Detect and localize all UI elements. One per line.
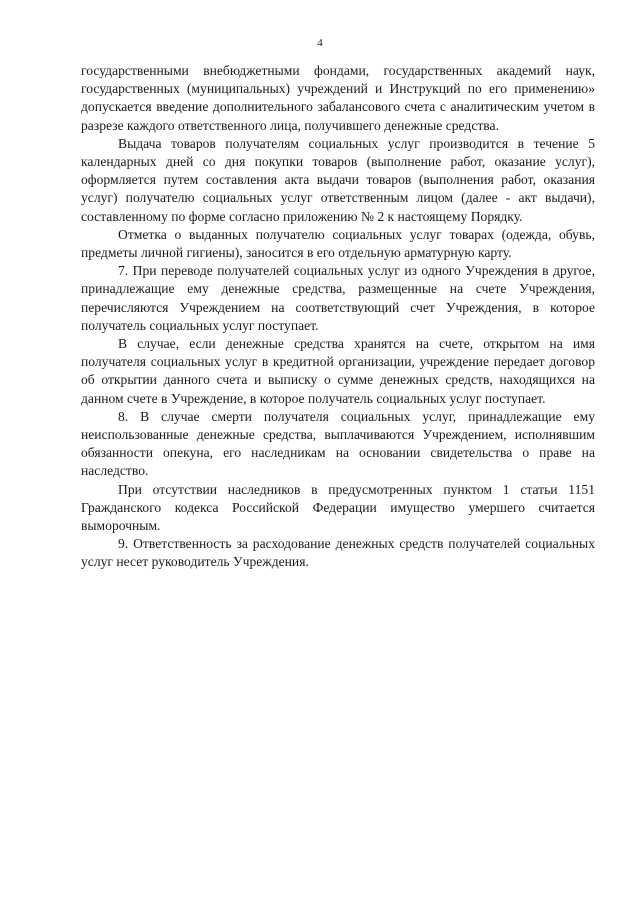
paragraph-item-8-death: 8. В случае смерти получателя социальных услуг, принадлежащие ему неиспользованные денежные средства, выплачиваются Учреждением, исполнявшим обязанности опекуна, его наследникам на основании свидетельства о праве на наследство. [81, 408, 595, 479]
paragraph-goods-issuance: Выдача товаров получателям социальных услуг производится в течение 5 календарных дней со дня покупки товаров (выполнение работ, оказание услуг), оформляется путем составления акта выдачи товаров (выполнения работ, оказания услуг) получателю социальных услуг ответственным лицом (далее - акт выдачи), составленному по форме согласно приложению № 2 к настоящему Порядку. [81, 135, 595, 224]
paragraph-continuation: государственными внебюджетными фондами, государственных академий наук, государственных (муниципальных) учреждений и Инструкций по его применению» допускается введение дополнительного забалансового счета с аналитическим учетом в разрезе каждого ответственного лица, получившего денежные средства. [81, 63, 595, 133]
paragraph-item-9-responsibility: 9. Ответственность за расходование денежных средств получателей социальных услуг несет руководитель Учреждения. [81, 536, 595, 570]
paragraph-bank-account-case: В случае, если денежные средства хранятся на счете, открытом на имя получателя социальных услуг в кредитной организации, учреждение передает договор об открытии данного счета и выписку о сумме денежных средств, находящихся на данном счете в Учреждение, в которое получатель социальных услуг поступает. [81, 336, 595, 406]
document-body [81, 62, 595, 572]
page-number: 4 [317, 37, 323, 49]
paragraph-no-heirs: При отсутствии наследников в предусмотренных пунктом 1 статьи 1151 Гражданского кодекса Российской Федерации имущество умершего считается выморочным. [81, 481, 595, 534]
paragraph-item-7-transfer: 7. При переводе получателей социальных услуг из одного Учреждения в другое, принадлежащие ему денежные средства, размещенные на счете Учреждения, перечисляются Учреждением на соответствующий счет Учреждения, в которое получатель социальных услуг поступает. [81, 263, 595, 333]
paragraph-issued-goods-note: Отметка о выданных получателю социальных услуг товарах (одежда, обувь, предметы личной гигиены), заносится в его отдельную арматурную карту. [81, 226, 595, 261]
